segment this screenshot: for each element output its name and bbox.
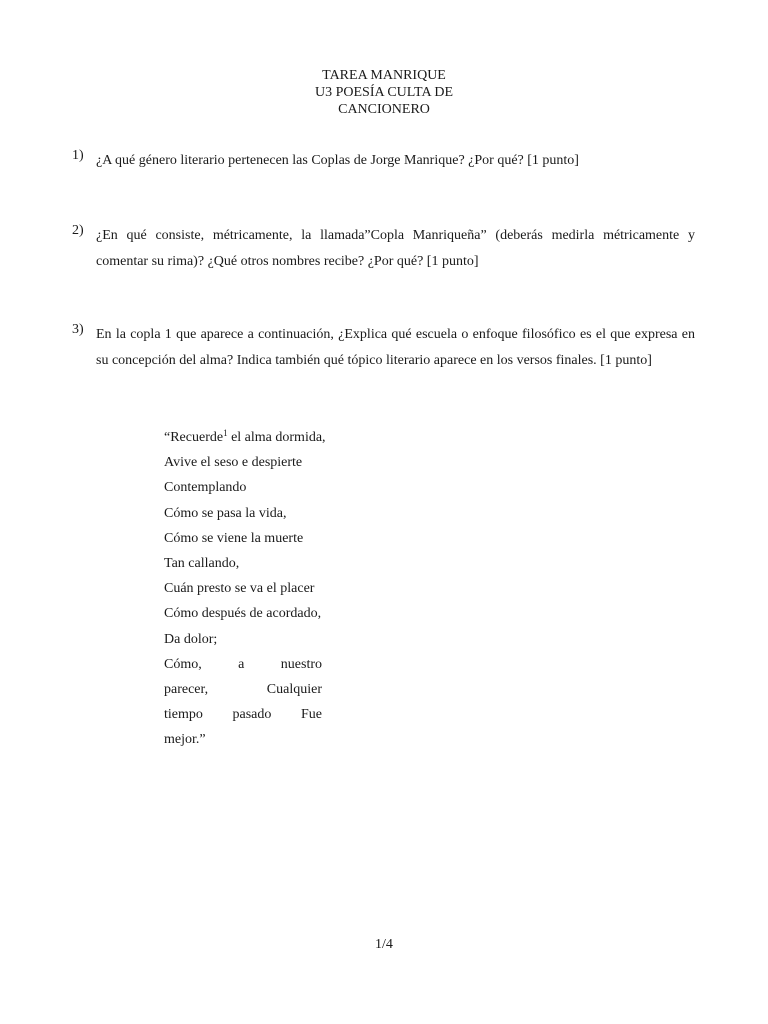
question-number: 3) — [72, 322, 84, 337]
poem-verse: parecer, Cualquier — [164, 682, 322, 698]
poem-excerpt — [164, 425, 326, 753]
footnote-marker: 1 — [223, 428, 228, 438]
poem-verse: Avive el seso e despierte — [164, 455, 303, 471]
poem-verse — [164, 425, 326, 450]
verse-text: “Recuerde — [164, 430, 224, 445]
subtitle-line: U3 POESÍA CULTA DE — [315, 85, 453, 100]
title-line: TAREA MANRIQUE — [322, 68, 446, 83]
page-number: 1/4 — [375, 937, 393, 952]
poem-verse: Cómo se viene la muerte — [164, 530, 304, 546]
question-2 — [72, 223, 695, 275]
question-text: ¿En qué consiste, métricamente, la llamada”Copla Manriqueña” (deberás medirla métricamente y comentar su rima)? ¿Qué otros nombres recibe? ¿Por qué? [1 punto] — [96, 228, 695, 269]
subtitle-line: CANCIONERO — [338, 102, 430, 117]
question-number: 1) — [72, 148, 84, 163]
verse-text: el alma dormida, — [227, 430, 326, 445]
poem-verse: Cómo después de acordado, — [164, 606, 322, 622]
poem-verse: Cómo se pasa la vida, — [164, 505, 287, 521]
document-title — [0, 67, 768, 118]
poem-verse: tiempo pasado Fue — [164, 707, 322, 723]
poem-verse: Tan callando, — [164, 556, 240, 572]
question-number: 2) — [72, 223, 84, 238]
question-1 — [72, 148, 695, 174]
question-text: En la copla 1 que aparece a continuación, ¿Explica qué escuela o enfoque filosófico es el que expresa en su concepción del alma? Indica también qué tópico literario aparece en los versos finales. [1 punto] — [96, 327, 695, 368]
poem-verse: Cuán presto se va el placer — [164, 581, 315, 597]
poem-verse: Da dolor; — [164, 631, 218, 647]
poem-verse: Cómo, a nuestro — [164, 656, 322, 672]
poem-verse: mejor.” — [164, 732, 206, 748]
question-3 — [72, 322, 695, 374]
question-text: ¿A qué género literario pertenecen las Coplas de Jorge Manrique? ¿Por qué? [1 punto] — [96, 153, 579, 168]
poem-verse: Contemplando — [164, 480, 247, 496]
